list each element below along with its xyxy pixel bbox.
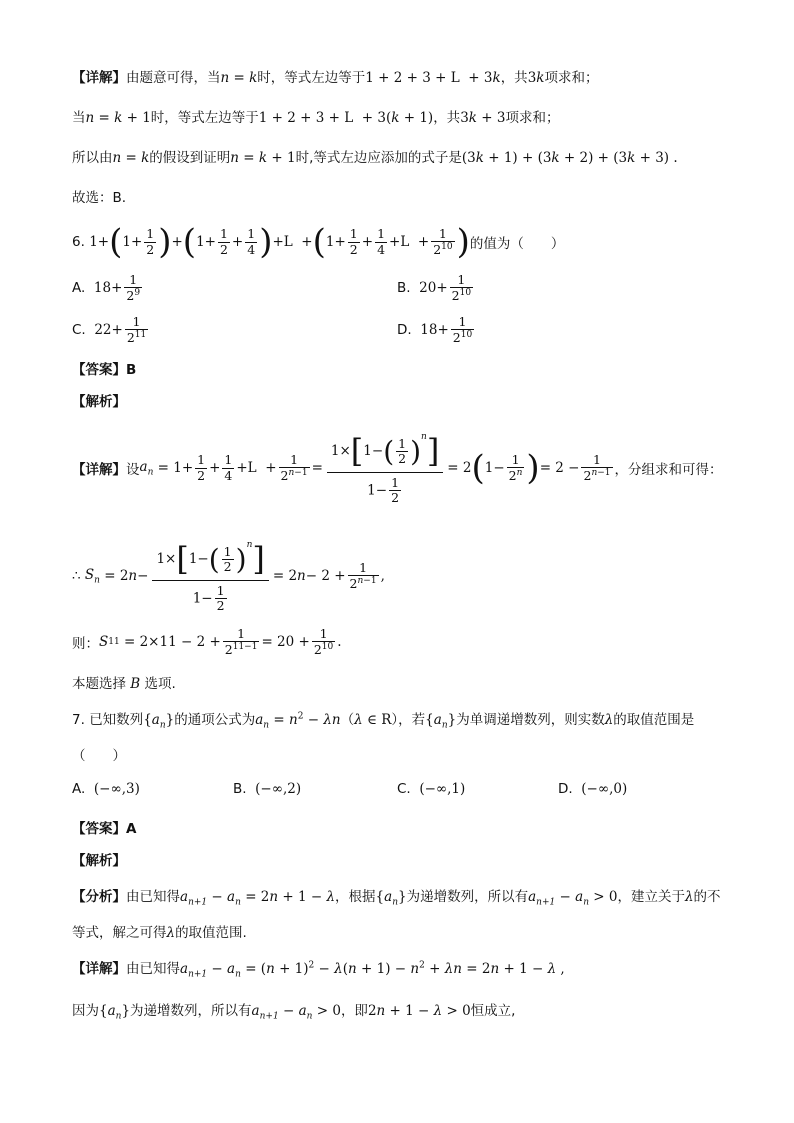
q6-detail-line: 【详解】 设 $a_n$ = 1+ $\frac{1}{2}$ + $\frac{1}{4}$ +L + $\frac{1}{2^{n-1}}$ = 1×[1−( $\frac{1}{2}$ )$^n$] 1− $\frac{1}{2}$ = 2 ( 1− $\frac{1}{2^n}$ ) = 2 − $\frac{1}{2^{n-1}}$ ，分组求和可得： bbox=[72, 432, 723, 506]
detail-tag: 【详解】 bbox=[72, 70, 126, 86]
q5-detail-line-2: 当n = k + 1时，等式左边等于1 + 2 + 3 + L + 3(k + 1)，共3k + 3项求和； bbox=[72, 110, 560, 126]
q6-number: 6. bbox=[72, 234, 85, 250]
q6-result: 则： S 11 = 2×11 − 2 + $\frac{1}{2^{11-1}}$ = 20 + $\frac{1}{2^{10}}$ . bbox=[72, 625, 342, 658]
q6-option-a[interactable]: A. 18 + $\frac{1}{2^9}$ bbox=[72, 271, 141, 304]
q7-answer: 【答案】A bbox=[72, 821, 137, 837]
q7-option-d[interactable]: D. (−∞,0) bbox=[558, 781, 628, 797]
q7-option-a[interactable]: A. (−∞,3) bbox=[72, 781, 140, 797]
q6-option-b[interactable]: B. 20 + $\frac{1}{2^{10}}$ bbox=[397, 271, 472, 304]
q6-sum-formula: ∴ $S_n$ = 2 n − 1×[1−( $\frac{1}{2}$ )$^n$] 1− $\frac{1}{2}$ = 2 n − 2 + $\frac{1}{2^{n-1}}$ , bbox=[72, 540, 385, 614]
q7-number: 7. bbox=[72, 712, 85, 728]
q6-analysis-tag: 【解析】 bbox=[72, 394, 126, 410]
q7-stem-line-1: 7. 已知数列$\{a_n\}$的通项公式为$a_n = n^2 - \lambda n(\lambda$ ∈ R），若$\{a_n\}$为单调递增数列，则实数λ的取值范围是 bbox=[72, 711, 695, 731]
q7-detail-line-2: 因为$\{a_n\}$为递增数列，所以有$a_{n+1} - a_n > 0$，即2n + 1 − λ > 0恒成立, bbox=[72, 1003, 516, 1022]
q6-answer: 【答案】B bbox=[72, 362, 137, 378]
q6-option-d[interactable]: D. 18 + $\frac{1}{2^{10}}$ bbox=[397, 313, 473, 346]
q7-option-c[interactable]: C. (−∞,1) bbox=[397, 781, 466, 797]
q7-analysis-tag: 【解析】 bbox=[72, 853, 126, 869]
q7-stem-paren: （ ） bbox=[72, 748, 126, 764]
q6-conclusion: 本题选择 B 选项. bbox=[72, 676, 176, 692]
q6-option-c[interactable]: C. 22 + $\frac{1}{2^{11}}$ bbox=[72, 313, 147, 346]
q5-detail-line-3: 所以由n = k的假设到证明n = k + 1时,等式左边应添加的式子是(3k + 1) + (3k + 2) + (3k + 3) . bbox=[72, 150, 678, 166]
q6-question-suffix: 的值为（ ） bbox=[469, 236, 565, 252]
q7-fenxi-line-2: 等式，解之可得λ的取值范围. bbox=[72, 925, 247, 941]
q7-fenxi-line-1: 【分析】由已知得$a_{n+1} - a_n = 2n + 1 - \lambda$，根据$\{a_n\}$为递增数列，所以有$a_{n+1} - a_n > 0$，建立关于λ的不 bbox=[72, 889, 721, 908]
q5-detail-line-1: 【详解】由题意可得，当n = k时，等式左边等于1 + 2 + 3 + L + 3k，共3k项求和； bbox=[72, 70, 599, 86]
q7-option-b[interactable]: B. (−∞,2) bbox=[233, 781, 302, 797]
q7-detail-line-1: 【详解】由已知得$a_{n+1} - a_n = (n + 1)^2 - \lambda(n + 1) - n^2 + \lambda n = 2n + 1 - \lambda$ , bbox=[72, 960, 565, 980]
q6-stem: 6. 1+ ( 1+ $\frac{1}{2}$ ) + ( 1+ $\frac{1}{2}$ + $\frac{1}{4}$ ) +L + ( 1+ $\frac{1}{2}$ + $\frac{1}{4}$ +L + $\frac{1}{2^{10}}$ ) 的值为（ ） bbox=[72, 222, 565, 262]
q5-choice-statement: 故选：B. bbox=[72, 190, 127, 206]
